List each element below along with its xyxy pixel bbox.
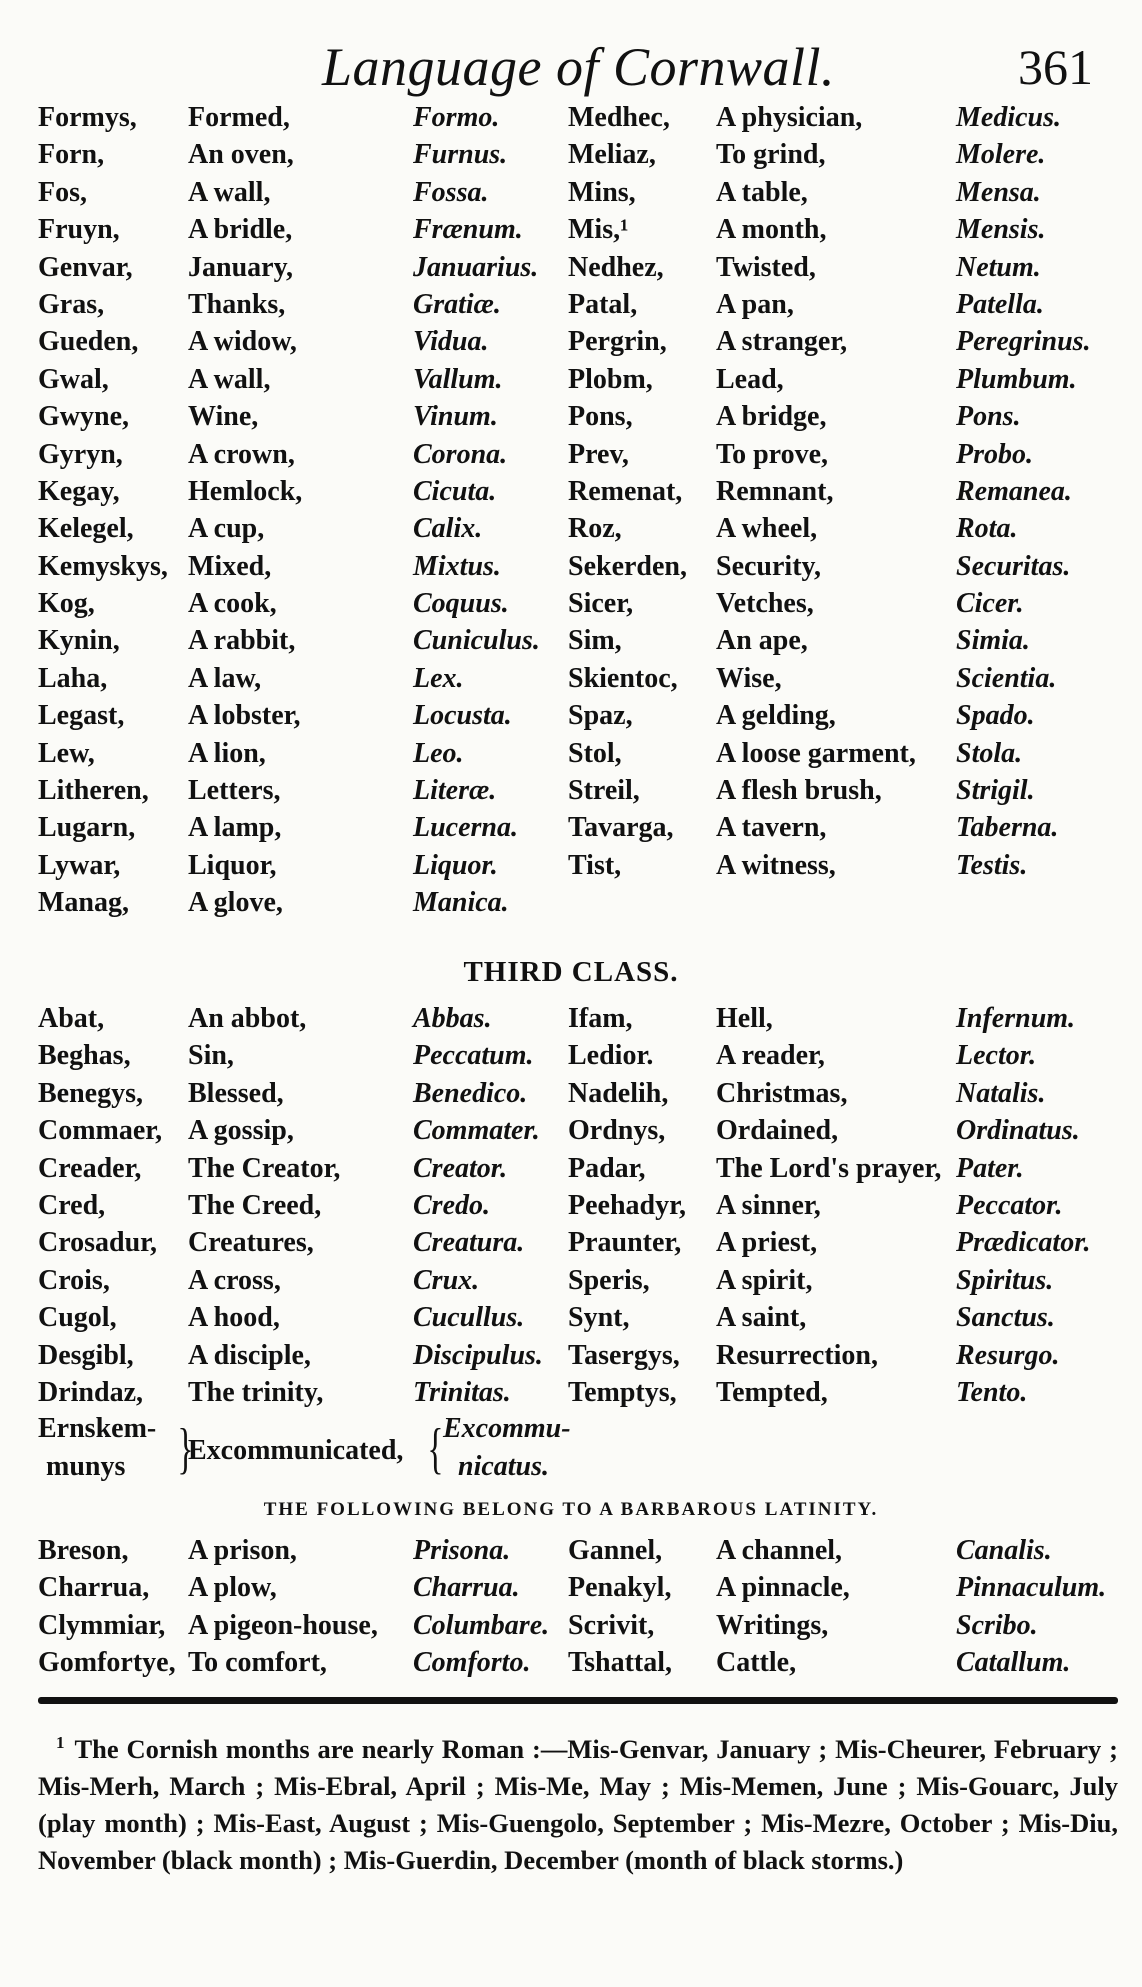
english-meaning: Remnant,	[716, 475, 834, 507]
latin-word: Taberna.	[956, 812, 1059, 844]
latin-word: Resurgo.	[956, 1339, 1060, 1371]
english-meaning: A channel,	[716, 1535, 843, 1566]
cornish-word: Pergrin,	[568, 326, 667, 358]
latin-word: Fossa.	[413, 176, 489, 208]
latin-word: Probo.	[956, 438, 1033, 470]
cornish-word: Medhec,	[568, 102, 670, 133]
latin-word: Columbare.	[413, 1609, 550, 1641]
english-meaning: A table,	[716, 176, 808, 208]
cornish-word: Cugol,	[38, 1302, 117, 1334]
latin-word: Mensa.	[956, 176, 1041, 208]
cornish-word: Kelegel,	[38, 513, 134, 545]
cornish-word: Nedhez,	[568, 251, 664, 283]
page-header	[0, 36, 1142, 106]
english-meaning: A gelding,	[716, 700, 836, 732]
cornish-word: Ifam,	[568, 1003, 633, 1034]
cornish-word: Lugarn,	[38, 812, 136, 844]
english-meaning: A disciple,	[188, 1339, 311, 1371]
section-heading-barbarous-latinity: THE FOLLOWING BELONG TO A BARBAROUS LATINITY.	[263, 1499, 879, 1520]
cornish-word: Praunter,	[568, 1227, 682, 1259]
english-meaning: An abbot,	[188, 1003, 307, 1034]
english-meaning: A bridle,	[188, 214, 293, 246]
latin-word: Vallum.	[413, 363, 503, 395]
latin-word: Canalis.	[956, 1535, 1052, 1566]
latin-word: Sanctus.	[956, 1302, 1055, 1334]
english-meaning: A month,	[716, 214, 827, 246]
cornish-word: Laha,	[38, 662, 108, 694]
cornish-word: Synt,	[568, 1302, 630, 1334]
english-meaning: A glove,	[188, 887, 283, 919]
cornish-word: Forn,	[38, 139, 105, 171]
latin-word: Creator.	[413, 1152, 508, 1184]
latin-word: Scientia.	[956, 662, 1057, 694]
latin-word: Vidua.	[413, 326, 489, 358]
english-meaning: A cup,	[188, 513, 265, 545]
english-meaning: Formed,	[188, 102, 290, 133]
table-row	[38, 809, 1118, 846]
cornish-word: Kegay,	[38, 475, 120, 507]
latin-word: Furnus.	[413, 139, 508, 171]
latin-word: Literæ.	[413, 775, 497, 807]
latin-word: Scribo.	[956, 1609, 1038, 1641]
vocabulary-table-barbarous-latinity	[38, 1532, 1118, 1682]
cornish-word: Sim,	[568, 625, 622, 657]
latin-word: Pater.	[956, 1152, 1024, 1184]
latin-word: Plumbum.	[956, 363, 1077, 395]
cornish-word: Padar,	[568, 1152, 646, 1184]
table-row	[38, 1224, 1118, 1261]
latin-word: Discipulus.	[413, 1339, 543, 1371]
latin-word: Comforto.	[413, 1647, 531, 1679]
english-meaning: Creatures,	[188, 1227, 314, 1259]
latin-word: Charrua.	[413, 1572, 520, 1604]
latin-word: Frænum.	[413, 214, 523, 246]
latin-word: Molere.	[956, 139, 1046, 171]
cornish-word: Genvar,	[38, 251, 133, 283]
cornish-word: Skientoc,	[568, 662, 678, 694]
english-meaning: Hell,	[716, 1003, 773, 1034]
cornish-word: Gueden,	[38, 326, 139, 358]
cornish-word: Roz,	[568, 513, 622, 545]
english-meaning: A lobster,	[188, 700, 301, 732]
entry-latin-line2: nicatus.	[458, 1451, 550, 1482]
cornish-word: Gyryn,	[38, 438, 123, 470]
latin-word: Testis.	[956, 849, 1028, 881]
running-title: Language of Cornwall.	[322, 37, 836, 97]
english-meaning: A priest,	[716, 1227, 818, 1259]
table-row	[38, 323, 1118, 360]
latin-word: Credo.	[413, 1189, 490, 1221]
english-meaning: Wise,	[716, 662, 782, 694]
table-row	[38, 398, 1118, 435]
english-meaning: A physician,	[716, 102, 863, 133]
latin-word: Simia.	[956, 625, 1030, 657]
cornish-word: Creader,	[38, 1152, 142, 1184]
table-row	[38, 473, 1118, 510]
english-meaning: Wine,	[188, 401, 259, 433]
english-meaning: Resurrection,	[716, 1339, 878, 1371]
latin-word: Medicus.	[956, 102, 1061, 133]
english-meaning: A lamp,	[188, 812, 282, 844]
cornish-word: Tist,	[568, 849, 622, 881]
english-meaning: To prove,	[716, 438, 829, 470]
latin-word: Benedico.	[413, 1077, 528, 1109]
latin-word: Januarius.	[413, 251, 539, 283]
table-row	[38, 1374, 1118, 1411]
latin-word: Lex.	[413, 662, 464, 694]
table-row	[38, 249, 1118, 286]
cornish-word: Temptys,	[568, 1376, 677, 1408]
cornish-word: Remenat,	[568, 475, 683, 507]
cornish-word: Mis,¹	[568, 214, 629, 246]
cornish-word: Meliaz,	[568, 139, 656, 171]
cornish-word: Penakyl,	[568, 1572, 672, 1604]
cornish-word: Ordnys,	[568, 1115, 666, 1147]
latin-word: Stola.	[956, 737, 1023, 769]
latin-word: Cicuta.	[413, 475, 497, 507]
cornish-word: Streil,	[568, 775, 640, 807]
entry-latin-line1: Excommu-	[443, 1413, 571, 1444]
cornish-word: Peehadyr,	[568, 1189, 686, 1221]
english-meaning: Writings,	[716, 1609, 829, 1641]
english-meaning: Thanks,	[188, 288, 286, 320]
table-row	[38, 361, 1118, 398]
latin-word: Strigil.	[956, 775, 1035, 807]
cornish-word: Fos,	[38, 176, 87, 208]
english-meaning: A rabbit,	[188, 625, 296, 657]
latin-word: Ordinatus.	[956, 1115, 1080, 1147]
cornish-word: Kog,	[38, 588, 95, 620]
table-row	[38, 884, 1118, 921]
cornish-word: Ledior.	[568, 1040, 654, 1072]
cornish-word: Lew,	[38, 737, 95, 769]
latin-word: Calix.	[413, 513, 483, 545]
table-row	[38, 1112, 1118, 1149]
latin-word: Cucullus.	[413, 1302, 525, 1334]
entry-cornish-line2: munys	[46, 1451, 126, 1482]
latin-word: Gratiæ.	[413, 288, 501, 320]
entry-cornish-line1: Ernskem-	[38, 1413, 157, 1444]
english-meaning: A crown,	[188, 438, 295, 470]
english-meaning: A spirit,	[716, 1264, 813, 1296]
english-meaning: A loose garment,	[716, 737, 916, 769]
table-row	[38, 622, 1118, 659]
english-meaning: A prison,	[188, 1535, 297, 1566]
english-meaning: A saint,	[716, 1302, 807, 1334]
cornish-word: Crosadur,	[38, 1227, 158, 1259]
latin-word: Remanea.	[956, 475, 1072, 507]
latin-word: Creatura.	[413, 1227, 525, 1259]
english-meaning: A widow,	[188, 326, 297, 358]
cornish-word: Litheren,	[38, 775, 149, 807]
table-row	[38, 436, 1118, 473]
footnote-marker: 1	[56, 1733, 65, 1752]
english-meaning: Security,	[716, 550, 821, 582]
english-meaning: Christmas,	[716, 1077, 848, 1109]
vocabulary-table-third-class	[38, 1000, 1118, 1411]
section-heading-third-class: THIRD CLASS.	[463, 956, 679, 988]
english-meaning: A reader,	[716, 1040, 825, 1072]
english-meaning: Ordained,	[716, 1115, 839, 1147]
table-row	[38, 697, 1118, 734]
cornish-word: Plobm,	[568, 363, 653, 395]
cornish-word: Drindaz,	[38, 1376, 143, 1408]
left-brace: }	[177, 1418, 194, 1480]
english-meaning: Liquor,	[188, 849, 277, 881]
latin-word: Leo.	[413, 737, 464, 769]
english-meaning: Vetches,	[716, 588, 814, 620]
table-row	[38, 1075, 1118, 1112]
right-brace: {	[427, 1418, 444, 1480]
english-meaning: A lion,	[188, 737, 266, 769]
latin-word: Infernum.	[956, 1003, 1076, 1034]
english-meaning: A plow,	[188, 1572, 277, 1604]
cornish-word: Cred,	[38, 1189, 106, 1221]
english-meaning: Hemlock,	[188, 475, 303, 507]
entry-ernskemmunys	[38, 1413, 738, 1493]
english-meaning: An ape,	[716, 625, 808, 657]
cornish-word: Tasergys,	[568, 1339, 680, 1371]
english-meaning: A stranger,	[716, 326, 848, 358]
cornish-word: Patal,	[568, 288, 638, 320]
table-row	[38, 585, 1118, 622]
english-meaning: A pan,	[716, 288, 794, 320]
cornish-word: Sekerden,	[568, 550, 687, 582]
table-row	[38, 772, 1118, 809]
english-meaning: Cattle,	[716, 1647, 797, 1679]
cornish-word: Breson,	[38, 1535, 129, 1566]
latin-word: Patella.	[956, 288, 1044, 320]
english-meaning: A witness,	[716, 849, 836, 881]
english-meaning: A law,	[188, 662, 262, 694]
cornish-word: Gannel,	[568, 1535, 663, 1566]
entry-english: Excommunicated,	[188, 1435, 404, 1466]
table-row	[38, 847, 1118, 884]
english-meaning: A hood,	[188, 1302, 280, 1334]
latin-word: Crux.	[413, 1264, 480, 1296]
latin-word: Mixtus.	[413, 550, 501, 582]
table-row	[38, 286, 1118, 323]
cornish-word: Beghas,	[38, 1040, 131, 1072]
latin-word: Lector.	[956, 1040, 1037, 1072]
latin-word: Rota.	[956, 513, 1018, 545]
latin-word: Corona.	[413, 438, 508, 470]
english-meaning: A wheel,	[716, 513, 818, 545]
english-meaning: A cross,	[188, 1264, 281, 1296]
latin-word: Formo.	[413, 102, 500, 133]
footnote-rule	[38, 1697, 1118, 1704]
cornish-word: Legast,	[38, 700, 125, 732]
table-row	[38, 735, 1118, 772]
latin-word: Cuniculus.	[413, 625, 540, 657]
cornish-word: Tshattal,	[568, 1647, 673, 1679]
latin-word: Securitas.	[956, 550, 1071, 582]
english-meaning: The Lord's prayer,	[716, 1152, 942, 1184]
table-row	[38, 99, 1118, 136]
english-meaning: Tempted,	[716, 1376, 828, 1408]
cornish-word: Scrivit,	[568, 1609, 655, 1641]
latin-word: Prisona.	[413, 1535, 511, 1566]
latin-word: Locusta.	[413, 700, 512, 732]
latin-word: Netum.	[956, 251, 1041, 283]
cornish-word: Gomfortye,	[38, 1647, 176, 1679]
table-row	[38, 1569, 1118, 1606]
cornish-word: Manag,	[38, 887, 129, 919]
cornish-word: Speris,	[568, 1264, 650, 1296]
english-meaning: The Creator,	[188, 1152, 341, 1184]
cornish-word: Crois,	[38, 1264, 110, 1296]
page-number: 361	[1018, 39, 1093, 95]
english-meaning: Twisted,	[716, 251, 816, 283]
table-row	[38, 660, 1118, 697]
latin-word: Mensis.	[956, 214, 1046, 246]
cornish-word: Pons,	[568, 401, 633, 433]
table-row	[38, 1337, 1118, 1374]
english-meaning: A wall,	[188, 176, 271, 208]
cornish-word: Gras,	[38, 288, 105, 320]
footnote	[38, 1724, 1118, 1879]
english-meaning: Lead,	[716, 363, 784, 395]
table-row	[38, 1262, 1118, 1299]
cornish-word: Desgibl,	[38, 1339, 134, 1371]
latin-word: Peccatum.	[413, 1040, 534, 1072]
latin-word: Vinum.	[413, 401, 498, 433]
cornish-word: Benegys,	[38, 1077, 143, 1109]
latin-word: Spado.	[956, 700, 1035, 732]
english-meaning: Letters,	[188, 775, 281, 807]
english-meaning: A tavern,	[716, 812, 827, 844]
cornish-word: Abat,	[38, 1003, 105, 1034]
english-meaning: The trinity,	[188, 1376, 324, 1408]
latin-word: Lucerna.	[413, 812, 518, 844]
latin-word: Pinnaculum.	[956, 1572, 1107, 1604]
latin-word: Liquor.	[413, 849, 498, 881]
english-meaning: A sinner,	[716, 1189, 821, 1221]
cornish-word: Prev,	[568, 438, 629, 470]
english-meaning: A pigeon-house,	[188, 1609, 378, 1641]
latin-word: Spiritus.	[956, 1264, 1054, 1296]
table-row	[38, 548, 1118, 585]
cornish-word: Gwyne,	[38, 401, 129, 433]
cornish-word: Formys,	[38, 102, 137, 133]
cornish-word: Charrua,	[38, 1572, 150, 1604]
latin-word: Pons.	[956, 401, 1021, 433]
english-meaning: A cook,	[188, 588, 277, 620]
latin-word: Trinitas.	[413, 1376, 511, 1408]
cornish-word: Clymmiar,	[38, 1609, 166, 1641]
cornish-word: Lywar,	[38, 849, 121, 881]
cornish-word: Nadelih,	[568, 1077, 669, 1109]
cornish-word: Kynin,	[38, 625, 120, 657]
latin-word: Peregrinus.	[956, 326, 1091, 358]
english-meaning: A bridge,	[716, 401, 827, 433]
cornish-word: Tavarga,	[568, 812, 674, 844]
english-meaning: An oven,	[188, 139, 294, 171]
table-row	[38, 1532, 1118, 1569]
latin-word: Coquus.	[413, 588, 509, 620]
table-row	[38, 1299, 1118, 1336]
cornish-word: Sicer,	[568, 588, 634, 620]
latin-word: Tento.	[956, 1376, 1028, 1408]
table-row	[38, 510, 1118, 547]
english-meaning: Blessed,	[188, 1077, 284, 1109]
latin-word: Catallum.	[956, 1647, 1071, 1679]
english-meaning: January,	[188, 251, 294, 283]
table-row	[38, 1000, 1118, 1037]
latin-word: Peccator.	[956, 1189, 1063, 1221]
cornish-word: Fruyn,	[38, 214, 120, 246]
footnote-text: The Cornish months are nearly Roman :—Mis-Genvar, January ; Mis-Cheurer, February ; Mis-Merh, March ; Mis-Ebral, April ; Mis-Me, May ; Mis-Memen, June ; Mis-Gouarc, July (play month) ; Mis-East, August ; Mis-Guengolo, September ; Mis-Mezre, October ; Mis-Diu, November (black month) ; Mis-Guerdin, December (month of black storms.)	[38, 1733, 1118, 1875]
english-meaning: A flesh brush,	[716, 775, 882, 807]
english-meaning: A gossip,	[188, 1115, 294, 1147]
cornish-word: Stol,	[568, 737, 622, 769]
cornish-word: Kemyskys,	[38, 550, 168, 582]
english-meaning: Sin,	[188, 1040, 234, 1072]
latin-word: Prædicator.	[956, 1227, 1091, 1259]
latin-word: Manica.	[413, 887, 509, 919]
latin-word: Cicer.	[956, 588, 1024, 620]
latin-word: Abbas.	[413, 1003, 492, 1034]
table-row	[38, 1607, 1118, 1644]
english-meaning: The Creed,	[188, 1189, 322, 1221]
latin-word: Natalis.	[956, 1077, 1046, 1109]
table-row	[38, 1644, 1118, 1681]
vocabulary-table-second-class	[38, 99, 1118, 922]
english-meaning: To grind,	[716, 139, 826, 171]
table-row	[38, 1037, 1118, 1074]
table-row	[38, 1150, 1118, 1187]
table-row	[38, 211, 1118, 248]
english-meaning: Mixed,	[188, 550, 272, 582]
cornish-word: Mins,	[568, 176, 636, 208]
table-row	[38, 174, 1118, 211]
english-meaning: To comfort,	[188, 1647, 327, 1679]
table-row	[38, 1187, 1118, 1224]
cornish-word: Commaer,	[38, 1115, 163, 1147]
english-meaning: A pinnacle,	[716, 1572, 850, 1604]
latin-word: Commater.	[413, 1115, 540, 1147]
english-meaning: A wall,	[188, 363, 271, 395]
table-row	[38, 136, 1118, 173]
cornish-word: Spaz,	[568, 700, 633, 732]
cornish-word: Gwal,	[38, 363, 109, 395]
